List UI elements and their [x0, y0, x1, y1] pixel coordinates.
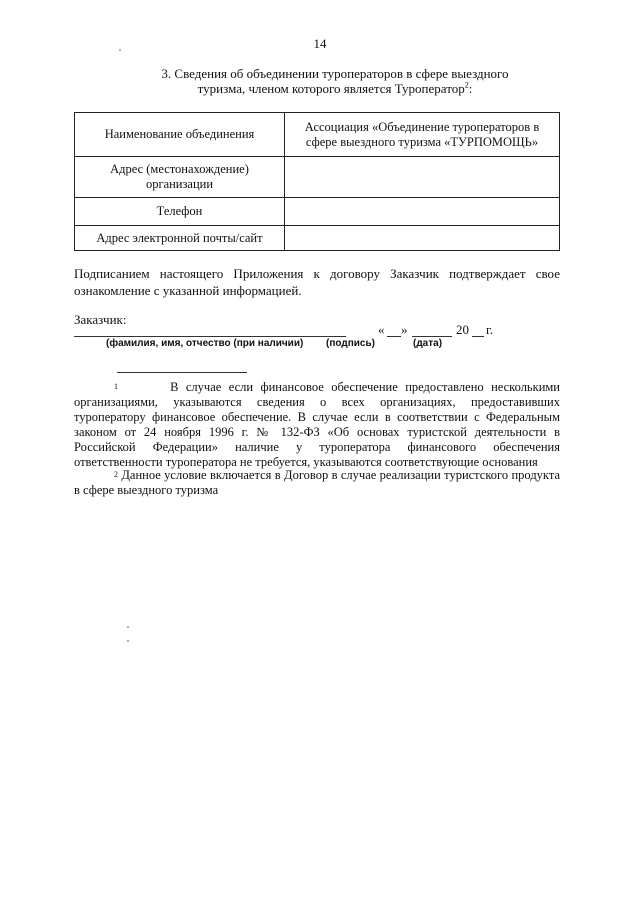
day-blank-line [387, 336, 401, 337]
fio-blank-line [74, 336, 346, 337]
year-prefix: 20 [456, 322, 469, 337]
caption-date: (дата) [413, 338, 443, 349]
table-cell-label: Телефон [75, 198, 285, 226]
table-row [75, 113, 560, 157]
page-number: 14 [313, 36, 327, 51]
table-row [75, 157, 560, 198]
scan-speck [127, 626, 129, 628]
table-cell-value [285, 226, 560, 251]
table-cell-label: Адрес (местонахождение) организации [75, 157, 285, 198]
date-quote-close: » [401, 322, 408, 337]
association-info-table [74, 112, 560, 251]
customer-label: Заказчик: [74, 312, 127, 327]
footnote-1-text: В случае если финансовое обеспечение предоставлено несколькими организациями, указываются сведения о всех организациях, предоставивших туроператору финансовое обеспечение. В случае если в соответствии с Федеральным законом от 24 ноября 1996 г. № 132-ФЗ «Об основах туристской деятельности в Российской Федерации» наличие у туроператора финансового обеспечения ответственности туроператора не требуется, указываются соответствующие основания [74, 380, 560, 469]
table-cell-label: Наименование объединения [75, 113, 285, 157]
caption-signature: (подпись) [326, 338, 375, 349]
footnote-separator [117, 372, 247, 373]
heading-line-1: 3. Сведения об объединении туроператоров в сфере выездного [161, 66, 509, 81]
footnote-2 [74, 468, 560, 498]
footnote-1-mark: 1 [114, 382, 118, 391]
year-suffix: г. [486, 322, 494, 337]
table-cell-label: Адрес электронной почты/сайт [75, 226, 285, 251]
month-blank-line [412, 336, 452, 337]
date-quote-open: « [378, 322, 385, 337]
heading-suffix: : [468, 81, 473, 96]
footnote-2-mark: 2 [114, 470, 118, 479]
table-row [75, 198, 560, 226]
section-heading [140, 66, 530, 96]
heading-line-2 [140, 81, 530, 96]
table-row [75, 226, 560, 251]
scan-speck [119, 49, 121, 51]
caption-fio: (фамилия, имя, отчество (при наличии) [106, 338, 304, 349]
table-cell-value [285, 198, 560, 226]
scan-speck [127, 640, 129, 642]
table-cell-value [285, 157, 560, 198]
footnote-1 [74, 380, 560, 470]
table-cell-value: Ассоциация «Объединение туроператоров в сфере выездного туризма «ТУРПОМОЩЬ» [285, 113, 560, 157]
footnote-2-text: Данное условие включается в Договор в случае реализации туристского продукта в сфере выездного туризма [74, 468, 561, 497]
year-blank-line [472, 336, 484, 337]
signature-line [74, 320, 494, 340]
heading-footnote-ref: 2 [464, 80, 469, 90]
heading-line-2-text: туризма, членом которого является Туроператор [197, 81, 465, 96]
acknowledgement-paragraph: Подписанием настоящего Приложения к договору Заказчик подтверждает свое ознакомление с указанной информацией. [74, 266, 560, 298]
